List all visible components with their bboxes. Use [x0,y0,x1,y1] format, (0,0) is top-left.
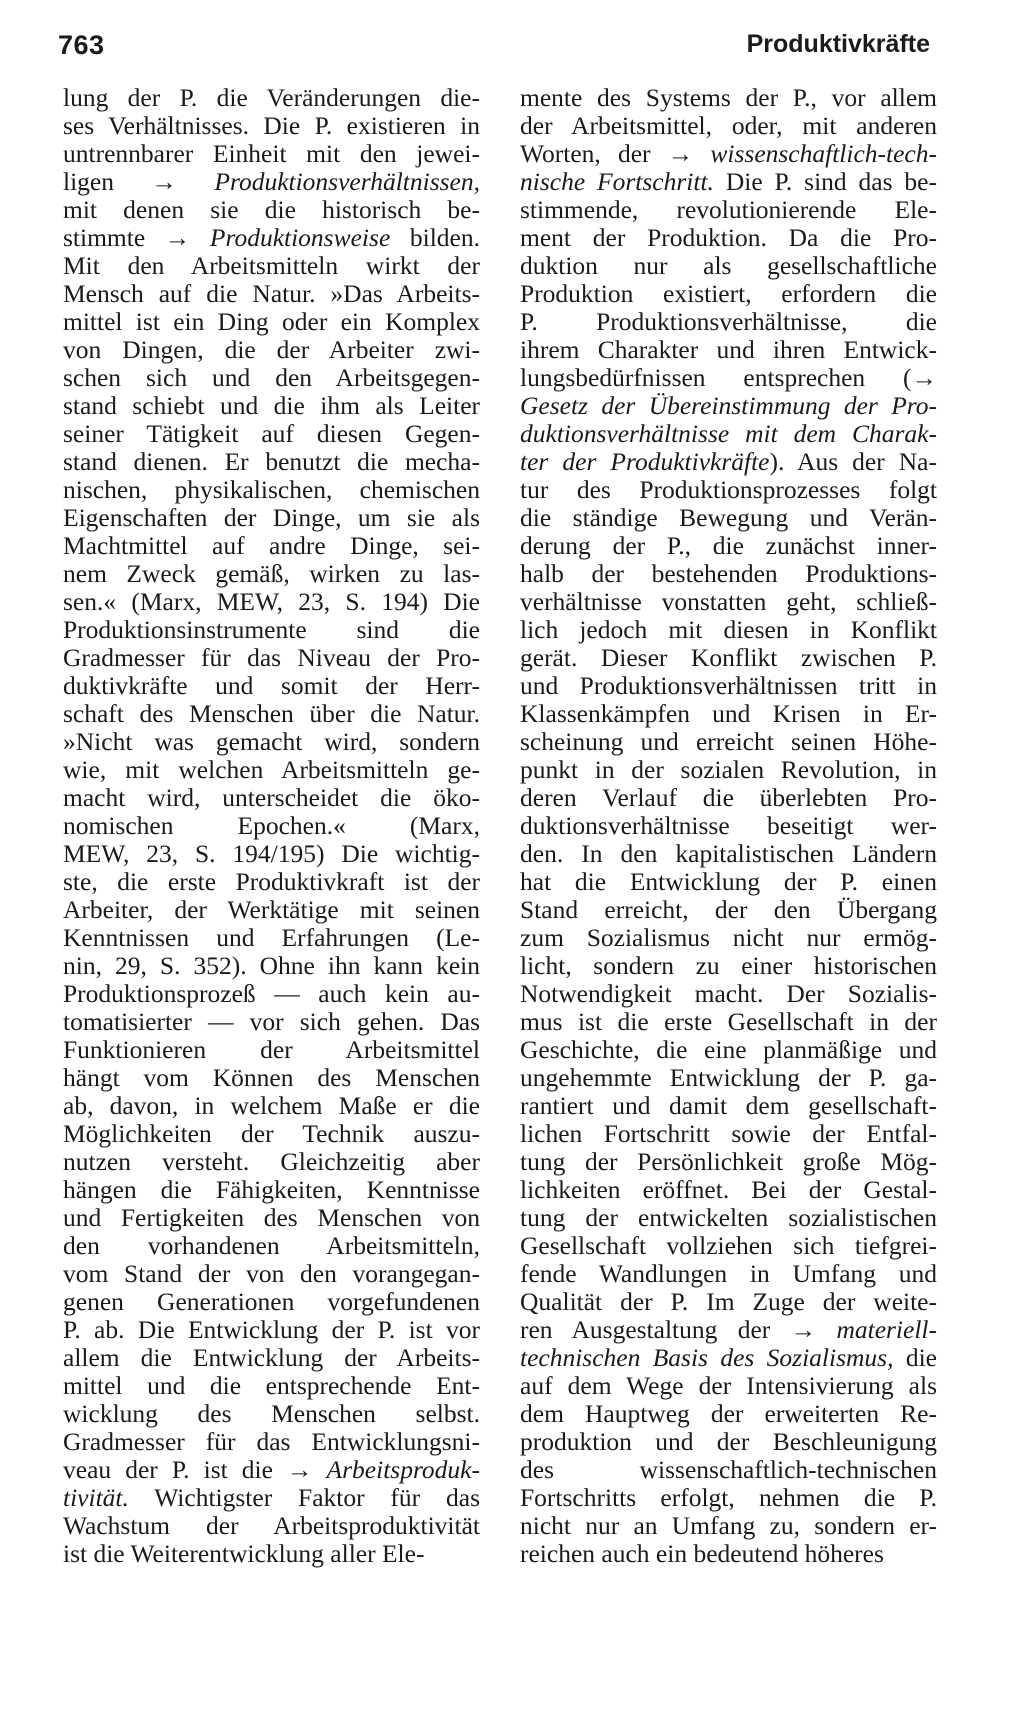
text-line [520,896,937,924]
text-segment: auf dem Wege der Intensivierung als [520,1371,937,1400]
text-line [63,1540,480,1568]
text-segment: Geschichte, die eine planmäßige und [520,1035,937,1064]
text-segment: vom Stand der von den vorangegan- [63,1259,480,1288]
text-segment: stand schiebt und die ihm als Leiter [63,391,480,420]
text-segment: tung der entwickelten sozialistischen [520,1203,937,1232]
text-segment: nem Zweck gemäß, wirken zu las- [63,559,480,588]
text-segment: der Arbeitsmittel, oder, mit anderen [520,111,937,140]
text-line [63,1008,480,1036]
text-line [63,448,480,476]
text-line [520,560,937,588]
text-line [63,812,480,840]
text-line [63,420,480,448]
text-line [63,1148,480,1176]
text-line [63,616,480,644]
text-segment: Eigenschaften der Dinge, um sie als [63,503,480,532]
text-line [520,1372,937,1400]
text-segment: nischen, physikalischen, chemischen [63,475,480,504]
text-segment: des wissenschaftlich-technischen [520,1455,937,1484]
text-segment: stimmende, revolutionierende Ele- [520,195,937,224]
text-line [520,308,937,336]
text-segment: Möglichkeiten der Technik auszu- [63,1119,480,1148]
text-line [63,672,480,700]
text-segment: Gesellschaft vollziehen sich tiefgrei- [520,1231,937,1260]
text-segment: Notwendigkeit macht. Der Sozialis- [520,979,937,1008]
page-number: 763 [58,30,105,60]
text-line [63,252,480,280]
text-segment: Arbeiter, der Werktätige mit seinen [63,895,480,924]
text-segment: Produktion existiert, erfordern die [520,279,937,308]
text-segment: Wachstum der Arbeitsproduktivität [63,1511,480,1540]
text-segment: schen sich und den Arbeitsgegen- [63,363,480,392]
italic-text-segment: Produktionsverhältnissen, [214,167,480,196]
text-line [63,952,480,980]
text-segment: »Nicht was gemacht wird, sondern [63,727,480,756]
text-segment: ment der Produktion. Da die Pro- [520,223,937,252]
text-line [520,840,937,868]
text-line [520,420,937,448]
italic-text-segment: ter der Produktivkräfte [520,447,770,476]
text-segment: duktivkräfte und somit der Herr- [63,671,480,700]
text-segment: ). Aus der Na- [769,447,937,476]
text-segment: Stand erreicht, der den Übergang [520,895,937,924]
text-segment: ligen → [63,167,215,196]
text-line [63,588,480,616]
text-segment: hängen die Fähigkeiten, Kenntnisse [63,1175,480,1204]
text-segment: fende Wandlungen in Umfang und [520,1259,937,1288]
text-segment: verhältnisse vonstatten geht, schließ- [520,587,937,616]
text-line [63,1512,480,1540]
text-segment: veau der P. ist die → [63,1455,327,1484]
text-line [520,168,937,196]
text-segment: mente des Systems der P., vor allem [520,83,937,112]
text-segment: Produktionsprozeß — auch kein au- [63,979,480,1008]
text-segment: ses Verhältnisses. Die P. existieren in [63,111,480,140]
text-line [520,280,937,308]
text-segment: lich jedoch mit diesen in Konflikt [520,615,937,644]
text-segment: wicklung des Menschen selbst. [63,1399,480,1428]
text-line [63,1092,480,1120]
text-line [63,1260,480,1288]
text-segment: lung der P. die Veränderungen die- [63,83,480,112]
text-line [520,1064,937,1092]
text-line [63,1036,480,1064]
text-line [520,1456,937,1484]
text-segment: ren Ausgestaltung der → [520,1315,837,1344]
text-segment: den. In den kapitalistischen Ländern [520,839,937,868]
text-segment: stand dienen. Er benutzt die mecha- [63,447,480,476]
text-segment: von Dingen, die der Arbeiter zwi- [63,335,480,364]
text-line [520,196,937,224]
text-line [520,1316,937,1344]
text-line [520,476,937,504]
text-segment: schaft des Menschen über die Natur. [63,699,480,728]
text-segment: wie, mit welchen Arbeitsmitteln ge- [63,755,480,784]
right-text-column [520,84,937,1568]
text-segment: duktion nur als gesellschaftliche [520,251,937,280]
text-line [63,140,480,168]
text-segment: produktion und der Beschleunigung [520,1427,937,1456]
text-segment: Fortschritts erfolgt, nehmen die P. [520,1483,937,1512]
text-segment: ist die Weiterentwicklung aller Ele- [63,1539,425,1568]
text-line [63,1456,480,1484]
text-line [520,504,937,532]
text-segment: Machtmittel auf andre Dinge, sei- [63,531,480,560]
text-segment: stimmte → [63,223,210,252]
text-segment: mus ist die erste Gesellschaft in der [520,1007,937,1036]
text-line [520,700,937,728]
text-line [520,392,937,420]
text-line [63,112,480,140]
text-line [63,756,480,784]
text-segment: Funktionieren der Arbeitsmittel [63,1035,480,1064]
text-line [520,1008,937,1036]
text-line [63,980,480,1008]
text-line [520,1092,937,1120]
text-line [520,980,937,1008]
text-line [63,336,480,364]
text-segment: ungehemmte Entwicklung der P. ga- [520,1063,937,1092]
text-line [63,560,480,588]
text-line [63,504,480,532]
text-segment: bilden. [390,223,480,252]
text-segment: tur des Produktionsprozesses folgt [520,475,937,504]
text-segment: Gradmesser für das Niveau der Pro- [63,643,480,672]
text-segment: tomatisierter — vor sich gehen. Das [63,1007,480,1036]
text-line [63,1484,480,1512]
text-line [63,728,480,756]
text-segment: macht wird, unterscheidet die öko- [63,783,480,812]
text-line [63,896,480,924]
text-segment: untrennbarer Einheit mit den jewei- [63,139,480,168]
text-segment: punkt in der sozialen Revolution, in [520,755,937,784]
text-line [63,308,480,336]
italic-text-segment: duktionsverhältnisse mit dem Charak- [520,419,937,448]
text-line [63,1344,480,1372]
text-line [63,224,480,252]
text-line [63,196,480,224]
text-segment: mittel und die entsprechende Ent- [63,1371,480,1400]
text-line [520,336,937,364]
text-line [520,756,937,784]
text-line [63,532,480,560]
text-segment: Kenntnissen und Erfahrungen (Le- [63,923,480,952]
text-line [520,1260,937,1288]
text-segment: duktionsverhältnisse beseitigt wer- [520,811,937,840]
text-segment: dem Hauptweg der erweiterten Re- [520,1399,937,1428]
text-line [63,1120,480,1148]
text-line [63,1232,480,1260]
text-line [520,140,937,168]
italic-text-segment: tivität. [63,1483,129,1512]
text-segment: hat die Entwicklung der P. einen [520,867,937,896]
text-segment: Qualität der P. Im Zuge der weite- [520,1287,937,1316]
text-line [63,392,480,420]
text-line [520,672,937,700]
text-segment: den vorhandenen Arbeitsmitteln, [63,1231,480,1260]
text-segment: seiner Tätigkeit auf diesen Gegen- [63,419,480,448]
text-segment: Wichtigster Faktor für das [128,1483,480,1512]
text-line [520,1288,937,1316]
text-line [520,1484,937,1512]
text-segment: lungsbedürfnissen entsprechen (→ [520,363,937,392]
text-line [63,1176,480,1204]
text-line [63,1428,480,1456]
text-line [63,1288,480,1316]
text-segment: und Fertigkeiten des Menschen von [63,1203,480,1232]
text-segment: tung der Persönlichkeit große Mög- [520,1147,937,1176]
text-segment: nicht nur an Umfang zu, sondern er- [520,1511,937,1540]
text-line [63,1064,480,1092]
text-line [63,168,480,196]
text-line [520,112,937,140]
text-line [63,840,480,868]
text-segment: lichkeiten eröffnet. Bei der Gestal- [520,1175,937,1204]
text-line [520,588,937,616]
text-segment: licht, sondern zu einer historischen [520,951,937,980]
text-line [520,784,937,812]
text-line [63,364,480,392]
text-line [520,1120,937,1148]
text-segment: P. ab. Die Entwicklung der P. ist vor [63,1315,480,1344]
text-line [520,448,937,476]
text-line [63,644,480,672]
text-segment: ihrem Charakter und ihren Entwick- [520,335,937,364]
running-title: Produktivkräfte [746,30,930,58]
text-segment: ste, die erste Produktivkraft ist der [63,867,480,896]
text-segment: derung der P., die zunächst inner- [520,531,937,560]
text-segment: scheinung und erreicht seinen Höhe- [520,727,937,756]
italic-text-segment: technischen Basis des Sozialismus, [520,1343,894,1372]
text-segment: halb der bestehenden Produktions- [520,559,937,588]
text-line [520,644,937,672]
text-line [63,1316,480,1344]
text-segment: mit denen sie die historisch be- [63,195,480,224]
text-line [520,1232,937,1260]
italic-text-segment: Gesetz der Übereinstimmung der Pro- [520,391,937,420]
text-segment: Worten, der → [520,139,711,168]
text-segment: die [893,1343,938,1372]
italic-text-segment: nische Fortschritt. [520,167,714,196]
text-segment: lichen Fortschritt sowie der Entfal- [520,1119,937,1148]
text-line [520,1036,937,1064]
text-segment: genen Generationen vorgefundenen [63,1287,480,1316]
text-segment: reichen auch ein bedeutend höheres [520,1539,884,1568]
text-line [520,1540,937,1568]
text-segment: ab, davon, in welchem Maße er die [63,1091,480,1120]
left-text-column [63,84,480,1568]
text-segment: sen.« (Marx, MEW, 23, S. 194) Die [63,587,480,616]
text-segment: P. Produktionsverhältnisse, die [520,307,937,336]
text-line [520,952,937,980]
text-line [520,252,937,280]
text-line [520,868,937,896]
text-line [63,476,480,504]
text-line [520,1344,937,1372]
italic-text-segment: materiell- [836,1315,937,1344]
text-line [520,728,937,756]
text-line [520,364,937,392]
text-line [520,924,937,952]
text-line [520,1428,937,1456]
text-segment: MEW, 23, S. 194/195) Die wichtig- [63,839,480,868]
text-line [63,280,480,308]
text-line [63,84,480,112]
italic-text-segment: Produktionsweise [209,223,391,252]
text-line [63,924,480,952]
text-segment: Klassenkämpfen und Krisen in Er- [520,699,937,728]
text-segment: Produktionsinstrumente sind die [63,615,480,644]
text-line [520,224,937,252]
text-line [520,1148,937,1176]
text-segment: Mensch auf die Natur. »Das Arbeits- [63,279,480,308]
text-line [520,532,937,560]
text-line [63,700,480,728]
text-line [63,1204,480,1232]
text-segment: deren Verlauf die überlebten Pro- [520,783,937,812]
text-segment: die ständige Bewegung und Verän- [520,503,937,532]
text-line [520,1204,937,1232]
italic-text-segment: Arbeitsproduk- [326,1455,480,1484]
text-segment: Gradmesser für das Entwicklungsni- [63,1427,480,1456]
text-line [63,1400,480,1428]
text-line [63,784,480,812]
text-line [520,812,937,840]
text-line [520,1512,937,1540]
text-segment: nutzen versteht. Gleichzeitig aber [63,1147,480,1176]
text-segment: nomischen Epochen.« (Marx, [63,811,480,840]
text-segment: allem die Entwicklung der Arbeits- [63,1343,480,1372]
text-segment: Die P. sind das be- [713,167,937,196]
text-line [520,1176,937,1204]
italic-text-segment: wissenschaftlich-tech- [710,139,937,168]
text-segment: und Produktionsverhältnissen tritt in [520,671,937,700]
text-line [520,616,937,644]
text-line [63,868,480,896]
text-segment: Mit den Arbeitsmitteln wirkt der [63,251,480,280]
text-segment: nin, 29, S. 352). Ohne ihn kann kein [63,951,480,980]
text-segment: zum Sozialismus nicht nur ermög- [520,923,937,952]
text-segment: mittel ist ein Ding oder ein Komplex [63,307,480,336]
text-segment: rantiert und damit dem gesellschaft- [520,1091,937,1120]
text-line [520,84,937,112]
text-segment: gerät. Dieser Konflikt zwischen P. [520,643,937,672]
text-line [63,1372,480,1400]
text-line [520,1400,937,1428]
text-segment: hängt vom Können des Menschen [63,1063,480,1092]
